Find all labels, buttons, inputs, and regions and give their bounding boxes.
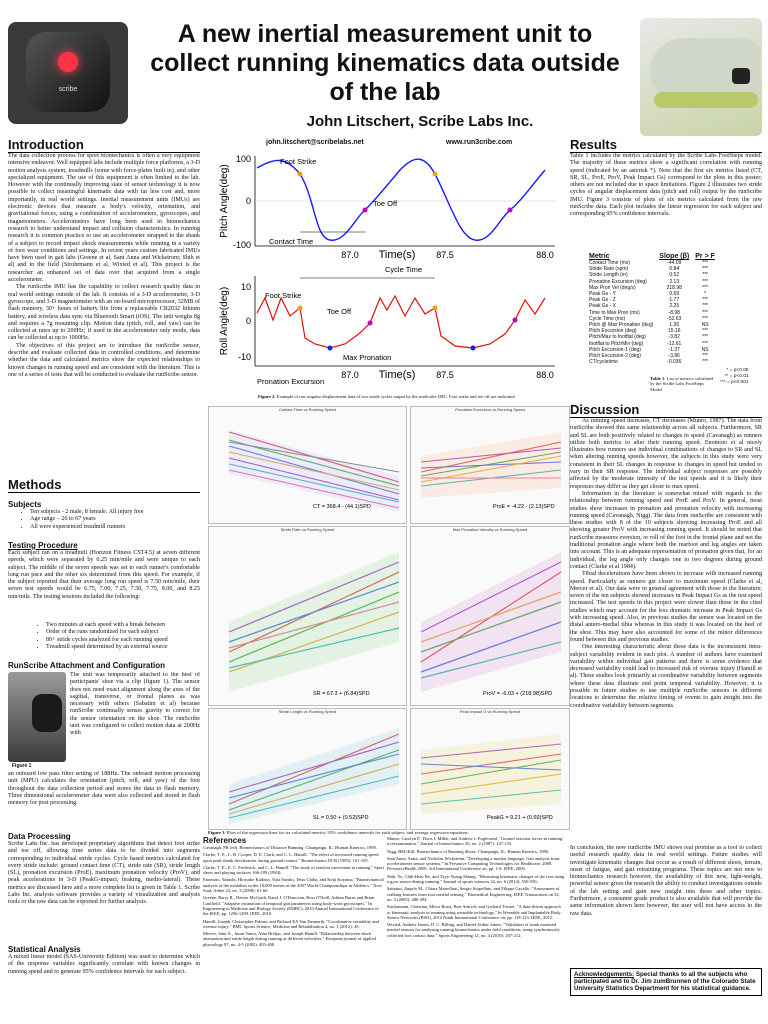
table-cell: -8.98 <box>668 309 680 316</box>
table-cell: NS <box>701 322 709 329</box>
figure3-caption-label: Figure 3 <box>208 830 225 835</box>
conclusion-text: In conclusion, the new runScribe IMU shows real promise as a tool to collect useful research quality data in real world settings. Future studies will investigate kinematic changes that occur as a result of different shoes, terrain, onset of fatigue, and gait retraining programs. These topics are not new to biomechanics research however, the availability of this new, light-weight, powerful sensor gives the research the ability to conduct investigations outside of the lab setting and gain new insight into these and other topics. Furthermore, a consumer grade product is also available that will provide the same information shown here however, the user will not have access to the raw data. <box>570 845 762 917</box>
list-item: • Order of the runs randomized for each subject <box>46 629 222 636</box>
table-cell: NS <box>701 346 709 353</box>
pitch-ytick: 0 <box>245 196 251 206</box>
reference: Strohrmann, Christina, Mirco Rossi, Bert Arnrich, and Gerhard Troster. "A data-driven approach to kinematic analysis in running using wearable technology." In Wearable and Implantable Body Sensor Networks (BSN), 2012 Ninth International Conference on, pp. 118-123. IEEE, 2012. <box>387 904 561 920</box>
table-header: Metric <box>589 253 610 260</box>
shoe-photo <box>640 18 762 136</box>
table-cell: Stride Rate (spm) <box>589 266 629 273</box>
clip-sensor <box>32 694 62 732</box>
pitch-curve <box>257 159 545 240</box>
table-row <box>586 359 718 365</box>
table-cell: -52.63 <box>667 315 682 322</box>
table-cell: Pitch/Max to footflat (deg) <box>589 334 646 341</box>
table-cell: 2.25 <box>669 303 680 310</box>
regression-equation: SR = 67.3 + (6.84)SPD <box>313 691 370 697</box>
table-cell: *** <box>702 303 708 310</box>
figure2-caption-text: : Example of raw angular displacement data of two stride cycles output by the runScribe IMU. Foot strike and toe off are indicated. <box>274 394 516 399</box>
roll-curve <box>257 296 545 348</box>
table-cell: 2.13 <box>669 278 680 285</box>
table-cell: 1.36 <box>669 322 680 329</box>
list-item: • All were experienced treadmill runners <box>30 524 210 531</box>
subjects-heading: Subjects <box>8 500 42 509</box>
table-cell: Peak Gs - Y <box>589 291 616 298</box>
foot-strike-marker <box>298 306 303 311</box>
regression-panel <box>410 406 570 524</box>
regression-lines <box>411 714 569 826</box>
roll-plot <box>219 265 555 386</box>
acknowledgements-text: Special thanks to all the subjects who participated and to Dr. Jim zumBrunnen of the Colorado State University Statistics Department for his statistical guidance. <box>574 971 756 993</box>
figure3-caption-text: : Plots of the regression lines for six calculated metrics; 95% confidence intervals for each subject, and average regression equations. <box>224 830 469 835</box>
pitch-ytick: -100 <box>232 240 251 250</box>
discussion-paragraph-4: One interesting characteristic about these data is the inconsistent intra-subject variability evident in each plot. A number of authors have examined variability within individual gait patterns and there is some evidence that decreased variability could lead to increased risk of overuse injury (Hamill et al). These studies look primarily at coordinative variability between segments where these data illustrate end point temporal variability. However, it is possible in future studies to use multiple runScribe sensors in different locations to determine the relative timing of events to gain insight into the coordinative variability between segments. <box>570 644 762 709</box>
label-cycle-time: Cycle Time <box>385 265 423 274</box>
intro-paragraph-3: The objectives of this project are to introduce the runScribe sensor, describe and evaluate collected data in controlled conditions, and determine whether the data and calculated metrics show the expected relationships to known changes in running speed and are consistent with the literature. This is one of a series of tests that will be conducted to evaluate the runScribe sensor. <box>8 342 200 378</box>
list-item: • Two minutes at each speed with a break between <box>46 622 222 629</box>
xtick: 87.5 <box>436 250 454 260</box>
label-max-pronation: Max Pronation <box>343 353 392 362</box>
metrics-table <box>586 253 718 365</box>
regression-lines <box>209 714 406 826</box>
regression-equation: CT = 368.4 - (44.1)SPD <box>313 504 371 510</box>
table-cell: *** <box>702 359 708 366</box>
foot-strike-marker <box>298 172 303 177</box>
regression-panel <box>410 708 570 830</box>
panel-title: Pronation Excursion vs Running Speed <box>455 407 525 412</box>
references-col2 <box>387 836 565 1022</box>
label-toe-off: Toe Off <box>373 199 398 208</box>
table-cell: -3.86 <box>668 353 680 360</box>
table-header-row <box>586 253 718 260</box>
panel-title: Stride Rate vs Running Speed <box>280 527 335 532</box>
table-cell: *** <box>702 334 708 341</box>
table-cell: *** <box>702 340 708 347</box>
list-item: • Ten subjects - 2 male, 8 female. All injury free <box>30 509 210 516</box>
reference: Mercer, John A., Jason Vance, Alan Hreljac, and Joseph Hamill. "Relationship between shock attenuation and stride length during running at different velocities." European journal of applied physiology 87, no. 4-5 (2002): 403-408. <box>203 931 376 947</box>
table-cell: * <box>704 291 707 298</box>
discussion-text <box>570 418 762 842</box>
table-cell: Peak Gs - Z <box>589 297 616 304</box>
table-cell: *** <box>702 272 708 279</box>
foot-strike-marker <box>433 306 438 311</box>
author-line: John Litschert, Scribe Labs Inc. <box>306 113 534 130</box>
table-cell: Peak Gs - X <box>589 303 616 310</box>
table-cell: *** <box>702 260 708 266</box>
legend-item: *** = p<0.001 <box>720 380 749 385</box>
figure1-caption: Figure 1 <box>12 763 32 769</box>
stats-text: A mixed linear model (SAS-University Edition) was used to determine which of the response variables significantly correlate with known changes in running speed and to generate 95% confidence intervals for each subject. <box>8 954 200 975</box>
introduction-text <box>8 153 200 445</box>
table-cell: Max Pron Vel (deg/s) <box>589 284 636 291</box>
table-cell: footflat to PitchMin (deg) <box>589 340 644 347</box>
table-cell: Time to Max Pron (ms) <box>589 309 640 316</box>
label-pronation-excursion: Pronation Excursion <box>257 377 325 386</box>
foot-strike-marker <box>433 172 438 177</box>
label-toe-off: Toe Off <box>327 307 352 316</box>
pitch-ytick: 100 <box>235 154 251 164</box>
methods-heading: Methods <box>8 477 200 493</box>
intro-paragraph-1: The data collection process for sport biomechanics is often a very equipment intensive endeavor. Well equipped labs include multiple force platforms, a 3-D motion analysis system, treadmills (some with force-plates built in), and other specialized equipment. The use of this equipment is often limited to the lab. However with the continually improving state of sensor technology it is now possible to collect meaningful kinematic data with far less cost and, more importantly, in real world settings. Inertial measurement units (IMUs) are electronic devices that measure a body's velocity, orientation, and gravitational forces, using a combination of accelerometers, gyroscopes, and magnetometers. Accelerometers have long been used in biomechanics research to better understand impact and collision characteristics. In running research it is common practice to use an accelerometer strapped to the shank of a subject to record impact shock measurements while running in a variety of foot wear conditions and settings. In recent years custom fabricated IMUs have been used in gait labs (Greene et al, Sant Anna and Wickstrom; Shih et al) and in the field (Strohrmann et al, Wixted et al). This project is the researcher an enhanced set of data over that acquired from a single accelerometer. <box>8 153 200 284</box>
intro-paragraph-2: The runScribe IMU has the capability to collect research quality data in real world settings outside of the lab. It consists of a 3-D accelerometer, 3-D gyroscope, and 3-D magnetometer with an on-board microprocessor, 32MB of flash memory, 30+ hours of battery life from a replaceable CR2032 lithium battery, and wireless data sync via Bluetooth Smart (iOS). The unit weighs 8g and requires a 7g mounting clip. Motion data (pitch, roll, and yaw) can be collected at rates up to 200Hz; if used in the accelerometer only mode, data can be collected at up to 1000Hz. <box>8 284 200 342</box>
reference: Nigg, BM (Ed). Biomechanics of Running Shoes. Champaign, IL: Human Kinetics, 1986. <box>387 848 550 854</box>
shoe-sole <box>654 92 758 108</box>
reference: Enomoto, Yasushi, Hirosuke Kadono, Yuta Suzuki, Tetsu Chiba, and Keiji Koyama. "Biomechanical analysis of the medalists in the 10,000 metres at the 2007 World Championships in Athletics." New Stud. Athlet 23, no. 3 (2008): 61-66. <box>203 877 384 894</box>
table-cell: -44.09 <box>667 260 682 266</box>
results-heading: Results <box>570 137 762 153</box>
toe-off-marker <box>363 208 368 213</box>
table-cell: 6.84 <box>669 266 680 273</box>
acknowledgements-box <box>570 968 762 996</box>
toe-off-marker <box>508 208 513 213</box>
testing-list <box>24 622 222 651</box>
table-cell: Pitch @ Max Pronation (deg) <box>589 322 654 329</box>
references-col1 <box>203 845 385 1021</box>
table-cell: Pitch Excursion-1 (deg) <box>589 346 641 353</box>
figure2-caption <box>258 394 568 399</box>
table-cell: Pronation Excursion (deg) <box>589 278 647 285</box>
regression-panel <box>208 708 407 830</box>
discussion-heading: Discussion <box>570 402 762 418</box>
table-cell: *** <box>702 266 708 273</box>
reference: Shih, Yo, Chih-Hsiu Ho, and Tzyy-Yuang Shiang. "Measuring kinematic changes of the foot using a gyro sensor during running." Journal of sports sciences 32, no. 6 (2014): 550-556. <box>387 873 565 885</box>
regression-equation: ProE = -4.22 - (2.13)SPD <box>493 504 555 510</box>
discussion-paragraph-3: Tibial decelerations have been shown to increase with increased running speed. Particularly as runners get closer to maximum speed (Clarke et al, Mercer et al). Our data were in general agreement with those in the literature; seven of the ten subjects showed increases in Peak Impact Gs as the test speed increased. The test speeds in this project were slower than those in the cited studies which may account for the less dramatic increase in Peak Impact Gs with increasing speed. Also, in previous studies the sensor was located on the distal antero-medial tibia whereas in this study it was located on the heel of the shoe. This may have also accounted for some of the minor differences found between this and previous studies. <box>570 571 762 643</box>
label-foot-strike: Foot Strike <box>265 291 302 300</box>
table-cell: *** <box>702 328 708 335</box>
testing-heading: Testing Procedure <box>8 541 78 550</box>
table-cell: -1.37 <box>668 346 680 353</box>
reference: Clarke, T. E., L. B. Cooper, D. E. Clark, and C. L. Hamill. "The effect of increased running speed upon peak shank deceleration during ground contact." Biomechanics IX-B (1985): 101-105. <box>203 852 379 863</box>
processing-heading: Data Processing <box>8 832 71 841</box>
device-led-icon <box>58 52 78 72</box>
attachment-heading: RunScribe Attachment and Configuration <box>8 661 166 670</box>
table-cell: -12.61 <box>667 340 682 347</box>
table-cell: 1.77 <box>669 297 680 304</box>
legend-item: * = p<0.05 <box>726 368 749 373</box>
device-photo <box>8 22 128 124</box>
table-cell: Stride Length (m) <box>589 272 628 279</box>
table-cell: *** <box>702 353 708 360</box>
regression-lines <box>209 412 406 520</box>
device-body <box>26 32 110 112</box>
attachment-text-1: The unit was temporarily attached to the heel of participants' shoe via a clip (figure 1). The sensor does not need exact alignment along the axes of the sagittal, transverse, or frontal planes as was necessary with others (Sabatini et al) because runScribe continually senses gravity to correct for the sensor orientation on the shoe. The runScribe unit was configured to collect motion data at 200Hz with <box>70 672 200 737</box>
table-cell: Contact Time (ms) <box>589 260 630 266</box>
table-cell: 0.52 <box>669 272 680 279</box>
xtick: 87.5 <box>436 370 454 380</box>
figure3-caption <box>208 830 568 835</box>
toe-off-marker <box>368 321 373 326</box>
website: www.run3cribe.com <box>446 139 513 146</box>
regression-equation: ProV = -6.03 + (218.98)SPD <box>483 691 553 697</box>
list-item: • Age range – 26 to 67 years <box>30 516 210 523</box>
table-cell: 15.16 <box>668 328 681 335</box>
figure2-caption-label: Figure 2 <box>258 394 275 399</box>
figure1-photo <box>8 672 66 762</box>
reference: Munro, Carolyn F., Doris I. Miller, and Andrew J. Fuglevand. "Ground reaction forces in running: a reexamination." Journal of biomechanics 20, no. 2 (1987): 147-155. <box>387 836 564 847</box>
reference: Sant'Anna, Anita, and Nicholas Wickström. "Developing a motion language: Gait analysis from accelerometer sensor systems." In Pervasive Computing Technologies for Healthcare, 2009. PervasiveHealth 2009. 3rd International Conference on, pp. 1-8. IEEE, 2009. <box>387 855 560 872</box>
pitch-plot <box>219 154 555 261</box>
figure2-plots <box>205 148 567 392</box>
table1-caption-label: Table 1 <box>650 376 665 381</box>
panel-title: Contact Time vs Running Speed <box>278 407 337 412</box>
table-cell: *** <box>702 284 708 291</box>
table-cell: Cycle Time (ms) <box>589 315 626 322</box>
table-cell: Pitch Excursion-2 (deg) <box>589 353 641 360</box>
metrics-table-body <box>586 260 718 365</box>
regression-panel <box>208 406 407 524</box>
results-text: Table 1 includes the metrics calculated by the Scribe Labs FootSteps model. The majority of these metrics show a significant correlation with running speed (indicated by an asterisk *). Note that the first six metrics listed (CT, SR, SL, ProE, ProV, Peak Impact Gs) correspond to the plots in this poster; others are not included due to space limitations. Figure 2 illustrates two stride cycles of angular displacement data (pitch and roll) output by the runScribe IMU. Figure 3 consists of plots of six metrics calculated from the raw runScribe data. Each plot includes the linear regression for each subject and corresponding 95% confidence intervals. <box>570 153 762 218</box>
legend-item: ** = p<0.01 <box>724 374 749 379</box>
attachment-text-2: an onboard low pass filter setting of 188Hz. The onboard motion processing unit (MPU) calculates the orientation (pitch, roll, and yaw) of the foot throughout the data collection period and stores the data to flash memory. Three dimensional accelerometer data were also collected and stored in flash memory for post processing. <box>8 771 200 807</box>
discussion-paragraph-2: Information in the literature is somewhat mixed with regards to the relationship between running speed and ProE and ProV. In general, most studies show increases in pronation and pronation velocity with increasing running speed (Cavanagh, Nigg). The data from runScribe are consistent with these studies with 8 of the 10 subjects showing increasing ProE and all showing greater ProV with increasing running speed. It should be noted that runScribe measures eversion, or roll of the foot in the frontal plane and not the traditional pronation angle where both the rearfoot and leg angles are taken into account. This is an adequate representation of pronation given that, for an individual, the leg angle only changes one to two degrees during ground contact (Clarke et al 1984). <box>570 490 762 570</box>
table-cell: *** <box>702 297 708 304</box>
reference: Cavanagh, PR (ed). Biomechanics of Distance Running. Champaign, IL: Human Kinetics, 1990. <box>203 845 377 850</box>
xtick: 88.0 <box>536 370 554 380</box>
table-cell: CT/cycletime <box>589 359 618 366</box>
discussion-paragraph-1: As running speed increases, CT decreases (Munro, 1987). The data from runScribe showed this same relationship across all subjects. Furthermore, SR and SL are both positively related to changes in speed (Cavanagh) as runners utilize both metrics to alter their running speed. Enomoto et al nicely illustrates how runners use individual combinations of changes to SR and SL when altering running speeds however, the subjects in this study were very consistent in their SL changes in response to changes in speed but tended to vary in their SR response. The individual subject responses are possibly affected by the moderate intensity of the test speeds and it is likely their responses may differ as they get closer to max speed. <box>570 418 762 490</box>
xtick: 87.0 <box>341 250 359 260</box>
max-pronation-marker <box>328 346 333 351</box>
list-item: • 80+ stride cycles analyzed for each running speed <box>46 637 222 644</box>
subjects-list <box>8 509 210 531</box>
table-cell: 0.69 <box>669 291 680 298</box>
panel-title: Max Pronation Velocity vs Running Speed <box>452 527 528 532</box>
list-item: • Treadmill speed determined by an external source <box>46 644 222 651</box>
regression-lines <box>209 532 406 702</box>
label-contact-time: Contact Time <box>269 237 314 246</box>
panel-title: Peak Impact G vs Running Speed <box>459 709 521 714</box>
significance-legend <box>720 368 749 386</box>
regression-panel <box>410 526 570 706</box>
reference: Clarke, T. E., E. C. Frederick, and C. L. Hamill. "The study of rearfoot movement in running." Sport shoes and playing surfaces 166-189 (1984). <box>203 864 384 876</box>
shoe-sensor <box>732 68 750 84</box>
stats-heading: Statistical Analysis <box>8 945 81 954</box>
pitch-ylabel: Pitch Angle(deg) <box>219 164 230 238</box>
xlabel: Time(s) <box>378 369 416 381</box>
table-header: Pr > F <box>695 253 715 260</box>
testing-text: Each subject ran on a treadmill (Horizon Fitness CST4.5) at seven different speeds, which were separated by 0.25 min/mile and were unique to each subject. The middle of the seven speeds was set to each runner's comfortable long run pace and the other six determined from this speed. For example, if the subject reported that their average long run speed is 7.50 min/mile, their seven test speeds would be 6.75, 7.00, 7.25, 7.50, 7.75, 8.00, and 8.25 min/mile. The testing sessions included the following: <box>8 550 200 600</box>
reference: Wixted, Andrew James, D. C. Billing, and Daniel Arthur James. "Validation of trunk mounted inertial sensors for analysing running biomechanics under field conditions, using synchronously collected foot contact data." Sports Engineering 12, no. 4 (2010): 207-212. <box>387 922 560 938</box>
xtick: 87.0 <box>341 370 359 380</box>
regression-lines <box>411 532 569 702</box>
table-cell: -3.82 <box>668 334 680 341</box>
roll-ytick: 10 <box>240 282 251 292</box>
table-cell: -0.036 <box>667 359 682 366</box>
introduction-heading: Introduction <box>8 137 200 153</box>
table1-caption-text: : List of metrics calculated by the Scribe Labs FootSteps Model. <box>650 376 714 392</box>
roll-ytick: -10 <box>237 352 251 362</box>
table-cell: *** <box>702 315 708 322</box>
author-email: john.litschert@scribelabs.net <box>266 139 364 146</box>
table-cell: Pitch Excursion (deg) <box>589 328 637 335</box>
xlabel: Time(s) <box>378 249 416 261</box>
processing-text: Scribe Labs Inc. has developed proprietary algorithms that detect foot strike and toe off, allowing time series data to be divided into segments corresponding to individual stride cycles. Cycle based metrics calculated for every stride include: ground contact time (CT), stride rate (SR), stride length (SL), pronation excursion (ProE), maximum pronation velocity (ProV), and peak accelerations in 3-D (PeakG-impact, braking, medio-lateral). These metrics are discussed here and a more complete list is given in Table 1. Scribe Labs Inc. analysis software provides a variety of visualization and analysis tools or the raw data can be exported for further analysis. <box>8 841 200 906</box>
roll-ytick: 0 <box>245 316 251 326</box>
roll-ylabel: Roll Angle(deg) <box>219 286 230 356</box>
regression-equation: SL = 0.50 + (0.52)SPD <box>313 815 369 821</box>
acknowledgements-label: Acknowledgements: <box>574 971 635 978</box>
label-foot-strike: Foot Strike <box>280 157 317 166</box>
references-heading: References <box>203 836 247 845</box>
panel-title: Stride Length vs Running Speed <box>278 709 337 714</box>
reference: Greene, Barry R., Denise McGrath, Karol J. O'Donovan, Ross O'Neill, Adrian Burns and Brian Caulfield. "Adaptive estimation of temporal gait parameters using body-worn gyroscopes." In Engineering in Medicine and Biology Society (EMBC), 2010 Annual International Conference of the IEEE, pp. 1296-1299. IEEE, 2010. <box>203 895 379 917</box>
table-cell: *** <box>702 278 708 285</box>
reference: Hamill, Joseph, Christopher Palmer, and Richard EA Van Emmerik. "Coordinative variability and overuse injury." BMC Sports Science, Medicine and Rehabilitation 4, no. 1 (2012): 45. <box>203 918 379 929</box>
xtick: 88.0 <box>536 250 554 260</box>
poster-title: A new inertial measurement unit to collect running kinematics data outside of the lab <box>150 20 620 106</box>
device-brand: scribe <box>58 86 78 93</box>
table-cell: 218.98 <box>666 284 682 291</box>
max-pronation-marker <box>471 346 476 351</box>
regression-equation: PeakG = 9.21 + (0.69)SPD <box>487 815 553 821</box>
table-cell: *** <box>702 309 708 316</box>
toe-off-marker <box>513 318 518 323</box>
table-header: Slope (β) <box>659 253 690 260</box>
table1-caption <box>650 376 716 392</box>
reference: Sabatini, Angelo M., Chiara Martelloni, Sergio Scapellato, and Filippo Cavallo. "Assessment of walking features from foot inertial sensing." Biomedical Engineering, IEEE Transactions on 52, no. 3 (2005): 486-494. <box>387 886 560 902</box>
regression-panel <box>208 526 407 706</box>
